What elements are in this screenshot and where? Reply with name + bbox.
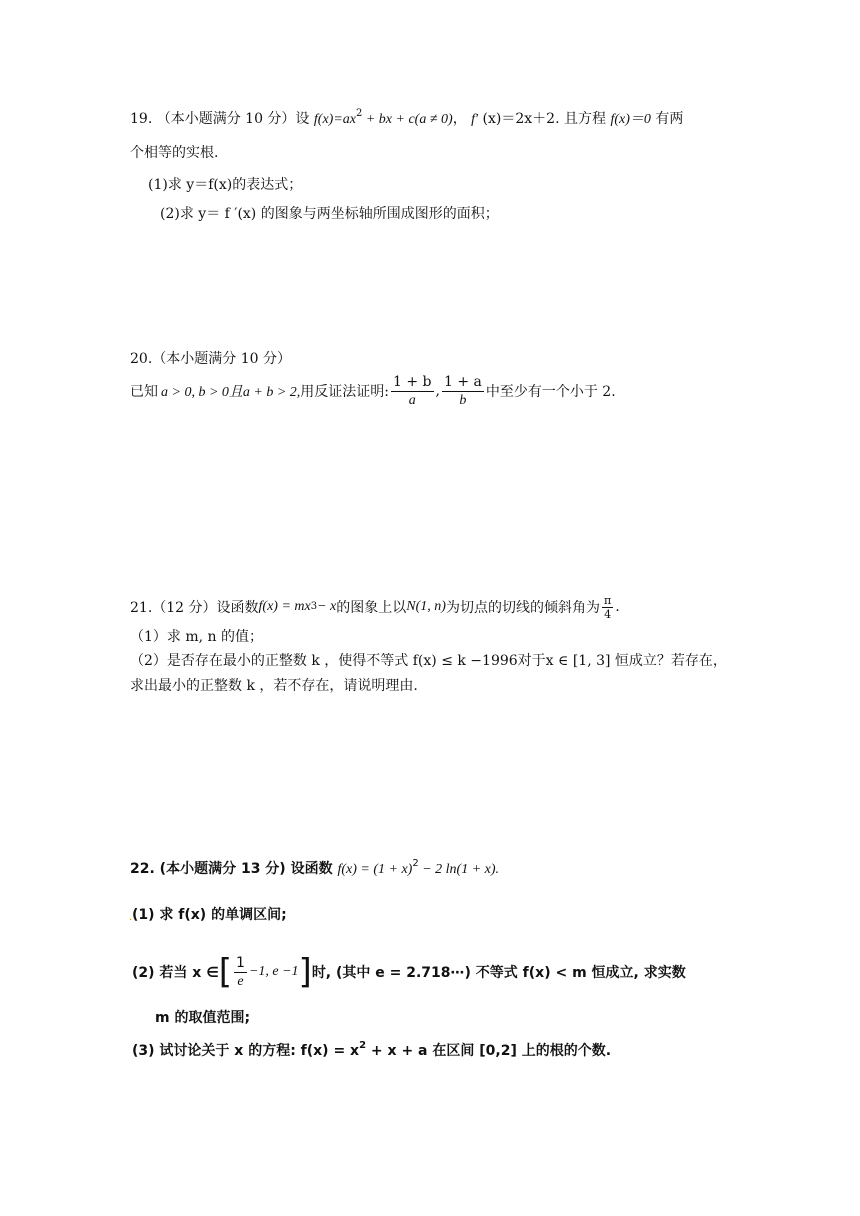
q21-angle-fraction [602,594,613,621]
q19-comma: ， [452,111,467,127]
q19-poly: ax [342,112,356,127]
q21-header: 21.（12 分）设函数 [130,600,259,616]
q22-int-den: e [237,973,244,989]
q21-end: . [615,599,620,615]
q21-func-rest: − x [317,599,337,614]
q22-header: 22. (本小题满分 13 分) 设函数 [130,861,338,877]
q21-mid: 的图象上以 [336,600,407,616]
margin-mark: . [129,912,133,923]
q19-poly-rest: + bx + c(a ≠ 0) [362,112,453,127]
q19-part1: (1)求 y＝f(x)的表达式； [148,177,303,193]
q20-tail: 中至少有一个小于 2. [485,384,616,400]
q19-deriv-rest: (x)＝2x＋2. 且方程 [478,111,611,127]
q21-func: f(x) = mx [258,599,311,614]
q22-part2-pre: (2) 若当 x ∈ [132,965,219,981]
q19-part2: (2)求 y＝ f ′(x) 的图象与两坐标轴所围成图形的面积； [160,206,499,222]
q19-fx-def: f(x)= [313,112,343,127]
q19-tail: 有两 [650,111,684,127]
q21-part1: （1）求 m, n 的值； [130,629,263,645]
q22-part3-exp: 2 [359,1040,367,1051]
q19-number: 19. [130,111,153,127]
q20-fraction-1 [391,373,434,410]
q22-interval-rest: −1, e −1 [248,964,299,979]
q22-part2-line [132,948,686,996]
q21-mid2: 为切点的切线的倾斜角为 [445,600,600,616]
q21-line1: 21.（12 分）设函数 f(x) = mx 3 − x 的图象上以 N(1, n) 为切点的切线的倾斜角为 $\frac{\pi}{4}$ . [130,593,620,621]
q22-part2-line2: m 的取值范围; [155,1010,251,1026]
q22-func-rest: − 2 ln(1 + x). [418,862,500,877]
q21-part2a: （2）是否存在最小的正整数 k ，使得不等式 f(x) ≤ k −1996对于x ∈ [1, 3] 恒成立？若存在， [130,653,727,669]
q20-prefix: 已知 [130,384,158,400]
q22-bracket-right: ] [298,952,312,992]
q20-body [130,366,616,416]
q22-part3-rest: + x + a 在区间 [0,2] 上的根的个数. [366,1043,612,1059]
q19-line1 [130,108,683,128]
q19-line2: 个相等的实根. [130,145,219,161]
q19-header: （本小题满分 10 分）设 [156,111,310,127]
q20-header: 20.（本小题满分 10 分） [130,351,291,367]
q20-f2-den: b [459,392,467,408]
q19-eq0: f(x)＝0 [610,112,651,127]
q22-exp2: 2 [412,858,419,869]
q22-bracket-left: [ [218,952,233,992]
q20-f2-num: 1 + a [443,373,482,390]
q22-part1: (1) 求 f(x) 的单调区间; [132,907,287,923]
q19-exp2: 2 [355,108,363,119]
q20-f1-den: a [408,392,416,408]
q22-interval-fraction [234,954,247,991]
q20-fraction-2 [442,373,484,410]
q20-f1-num: 1 + b [393,373,432,390]
q21-part2b: 求出最小的正整数 k ，若不存在，请说明理由. [130,678,418,694]
q22-int-num: 1 [236,954,245,971]
q19-deriv: f′ [471,112,479,127]
q22-header-line [130,858,499,878]
q22-part2-post: 时, (其中 e = 2.718⋯) 不等式 f(x) < m 恒成立, 求实数 [311,965,686,981]
q22-part3 [132,1040,611,1060]
q21-frac-den: 4 [604,607,612,621]
q20-mid: 用反证法证明: [300,384,390,400]
q21-point: N(1, n) [406,599,446,614]
q22-func: f(x) = (1 + x) [337,862,413,877]
q20-sep: , [435,383,440,399]
q20-condition: a > 0, b > 0且a + b > 2, [161,385,301,400]
q22-part3-text: (3) 试讨论关于 x 的方程: f(x) = x [132,1043,360,1059]
q21-frac-num: π [603,593,612,607]
